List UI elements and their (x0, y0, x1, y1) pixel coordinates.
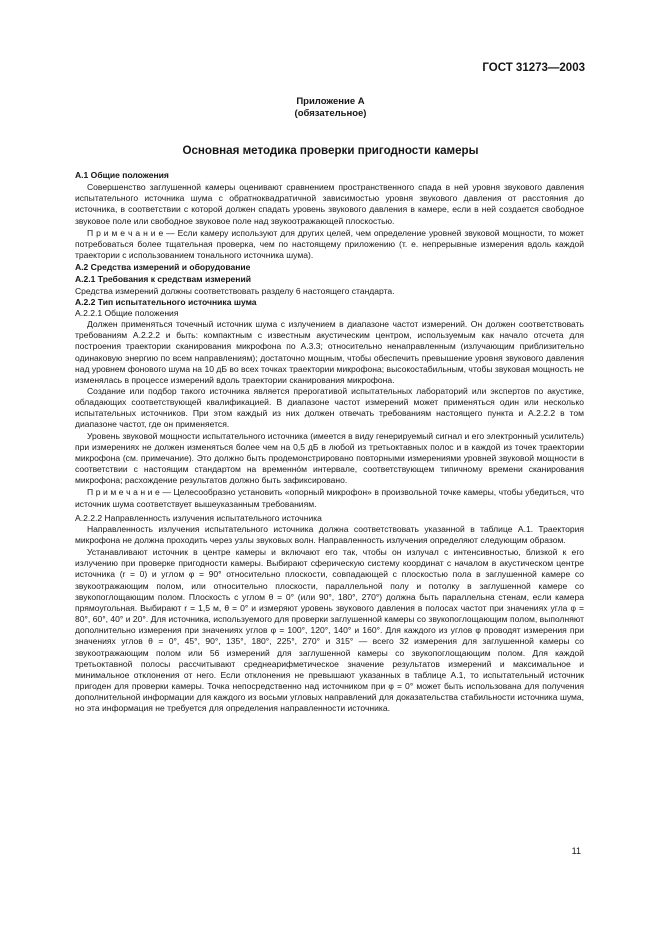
note: П р и м е ч а н и е — Если камеру используют для других целей, чем определение уровней звуковой мощности, то может потребоваться более тщательная проверка, чем по настоящему приложению (т. е. непрерывные измерения вдоль каждой траектории с использованием тонального источника шума). (75, 227, 584, 261)
paragraph: Средства измерений должны соответствовать разделу 6 настоящего стандарта. (75, 285, 395, 296)
paragraph: Должен применяться точечный источник шума с излучением в диапазоне частот измерений. Он должен соответствовать требованиям А.2.2.2 и быть: компактным с известным акустическим центром, используемым как начало отсчета для построения траектории сканирования микрофона по А.3.3; относительно ненаправленным (излучающим приблизительно одинаковую энергию по всем направлениям); достаточно мощным, чтобы обеспечить превышение уровня звукового давления над уровнем фонового шума на 10 дБ во всех точках траектории микрофона; высокостабильным, чтобы звуковая мощность не изменялась в процессе измерений вдоль траектории сканирования микрофона. (75, 319, 584, 385)
section-heading-a2: А.2 Средства измерений и оборудование (75, 262, 251, 273)
paragraph: Устанавливают источник в центре камеры и включают его так, чтобы он излучал с интенсивностью, близкой к его излучению при проверке пригодности камеры. Выбирают сферическую систему координат с началом в акустическом центре источника (r = 0) и углом φ = 90° относительно плоскости, совпадающей с плоскостью пола в заглушенной камере со звукоотражающим полом, или относительно плоскости, параллельной полу и потолку в заглушенной камере со звукопоглощающим полом. Плоскость с углом θ = 0° (или 90°, 180°, 270°) должна быть параллельна стенам, если камера прямоугольная. Выбирают r = 1,5 м, θ = 0° и измеряют уровень звукового давления в полосах частот при значениях угла φ = 80°, 60°, 40° и 20°. Для источника, используемого для проверки заглушенной камеры со звукопоглощающим полом, выполняют дополнительно измерения при значениях углов φ = 100°, 120°, 140° и 160°. Для каждого из углов φ проводят измерения при значениях углов θ = 0°, 45°, 90°, 135°, 180°, 225°, 270° и 315° — всего 32 измерения для заглушенной камеры со звукоотражающим полом или 56 измерений для заглушенной камеры со звукопоглощающим полом. Для каждой третьоктавной полосы рассчитывают среднеарифметическое значение результатов измерений и максимальное и минимальное отклонения от него. Если отклонения не превышают указанных в таблице А.1, то испытательный источник пригоден для проверки камеры. Точка непосредственно над источником при φ = 0° может быть использована для получения дополнительной информации для каждого из восьми угловых направлений для доказательства стабильности источника шума, но эта информация не требуется для определения направленности источника. (75, 547, 584, 714)
appendix-status: (обязательное) (294, 108, 367, 119)
item-heading-a222: А.2.2.2 Направленность излучения испытательного источника (75, 512, 322, 523)
document-body (75, 170, 584, 715)
appendix-label: Приложение А (296, 96, 365, 107)
note: П р и м е ч а н и е — Целесообразно установить «опорный микрофон» в произвольной точке камеры, чтобы убедиться, что источник шума соответствует вышеуказанным требованиям. (75, 487, 584, 509)
page-number: 11 (571, 846, 581, 856)
page-title: Основная методика проверки пригодности камеры (182, 144, 479, 157)
paragraph: Совершенство заглушенной камеры оценивают сравнением пространственного спада в ней уровня звукового давления испытательного источника шума с обратноквадратичной зависимостью уровня звукового давления от расстояния до источника, в соответствии с которой должен спадать уровень звукового давления в камере, если в ней создается свободное звуковое поле или свободное звуковое поле над звукоотражающей плоскостью. (75, 182, 584, 226)
item-heading-a221: А.2.2.1 Общие положения (75, 307, 179, 318)
standard-number: ГОСТ 31273—2003 (482, 62, 585, 74)
section-heading-a1: А.1 Общие положения (75, 170, 169, 180)
subsection-heading-a21: А.2.1 Требования к средствам измерений (75, 274, 251, 285)
paragraph: Направленность излучения испытательного источника должна соответствовать указанной в таблице А.1. Траектория микрофона не должна проходить через узлы звуковых волн. Направленность излучения определяют следующим образом. (75, 523, 584, 545)
paragraph: Уровень звуковой мощности испытательного источника (имеется в виду генерируемый сигнал и его электронный усилитель) при измерениях не должен изменяться более чем на 0,5 дБ в любой из третьоктавных полос и в каждой из точек траектории микрофона (см. примечание). Это должно быть продемонстрировано повторными измерениями уровней звуковой мощности в соответствии с настоящим стандартом на временно́м интервале, соответствующем типичному времени сканирования микрофона; расхождение результатов должно быть зафиксировано. (75, 430, 584, 486)
subsection-heading-a22: А.2.2 Тип испытательного источника шума (75, 296, 257, 307)
paragraph: Создание или подбор такого источника является прерогативой испытательных лабораторий или экспертов по акустике, обладающих соответствующей квалификацией. В диапазоне частот измерений может применяться один или несколько испытательных источников. При этом каждый из них должен отвечать требованиям настоящего пункта и А.2.2.2 в том диапазоне частот, где он применяется. (75, 385, 584, 430)
